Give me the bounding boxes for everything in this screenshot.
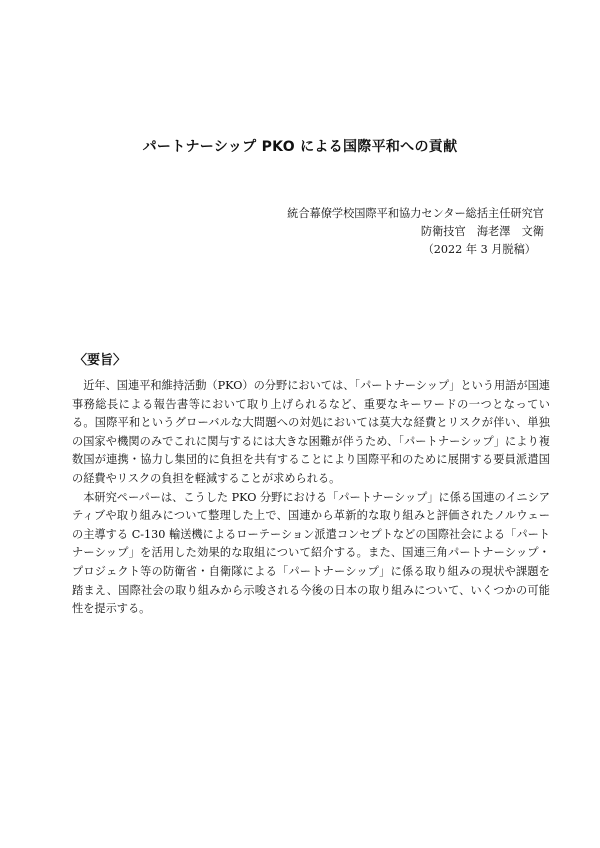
paper-title: パートナーシップ PKO による国際平和への貢献 bbox=[142, 139, 458, 155]
author-affiliation: 統合幕僚学校国際平和協力センター総括主任研究官 bbox=[287, 207, 544, 220]
summary-body bbox=[72, 377, 550, 619]
author-name: 防衛技官 海老澤 文衛 bbox=[420, 225, 544, 238]
summary-paragraph: 近年、国連平和維持活動（PKO）の分野においては、「パートナーシップ」という用語が国連事務総長による報告書等において取り上げられるなど、重要なキーワードの一つとなっている。国際平和というグローバルな大問題への対処においては莫大な経費とリスクが伴い、単独の国家や機関のみでこれに関与するには大きな困難が伴うため、「パートナーシップ」により複数国が連携・協力し集団的に負担を共有することにより国際平和のために展開する要員派遣国の経費やリスクの負担を軽減することが求められる。 bbox=[72, 379, 550, 485]
summary-heading: 〈要旨〉 bbox=[74, 353, 127, 368]
author-block bbox=[204, 205, 544, 259]
summary-paragraph: 本研究ペーパーは、こうした PKO 分野における「パートナーシップ」に係る国連のイニシアティブや取り組みについて整理した上で、国連から革新的な取り組みと評価されたノルウェーの主導する C-130 輸送機によるローテーション派遣コンセプトなどの国際社会による「パートナーシップ」を活用した効果的な取組について紹介する。また、国連三角パートナーシップ・プロジェクト等の防衛省・自衛隊による「パートナーシップ」に係る取り組みの現状や課題を踏まえ、国際社会の取り組みから示唆される今後の日本の取り組みについて、いくつかの可能性を提示する。 bbox=[72, 490, 550, 616]
manuscript-date: （2022 年 3 月脱稿） bbox=[422, 243, 536, 256]
